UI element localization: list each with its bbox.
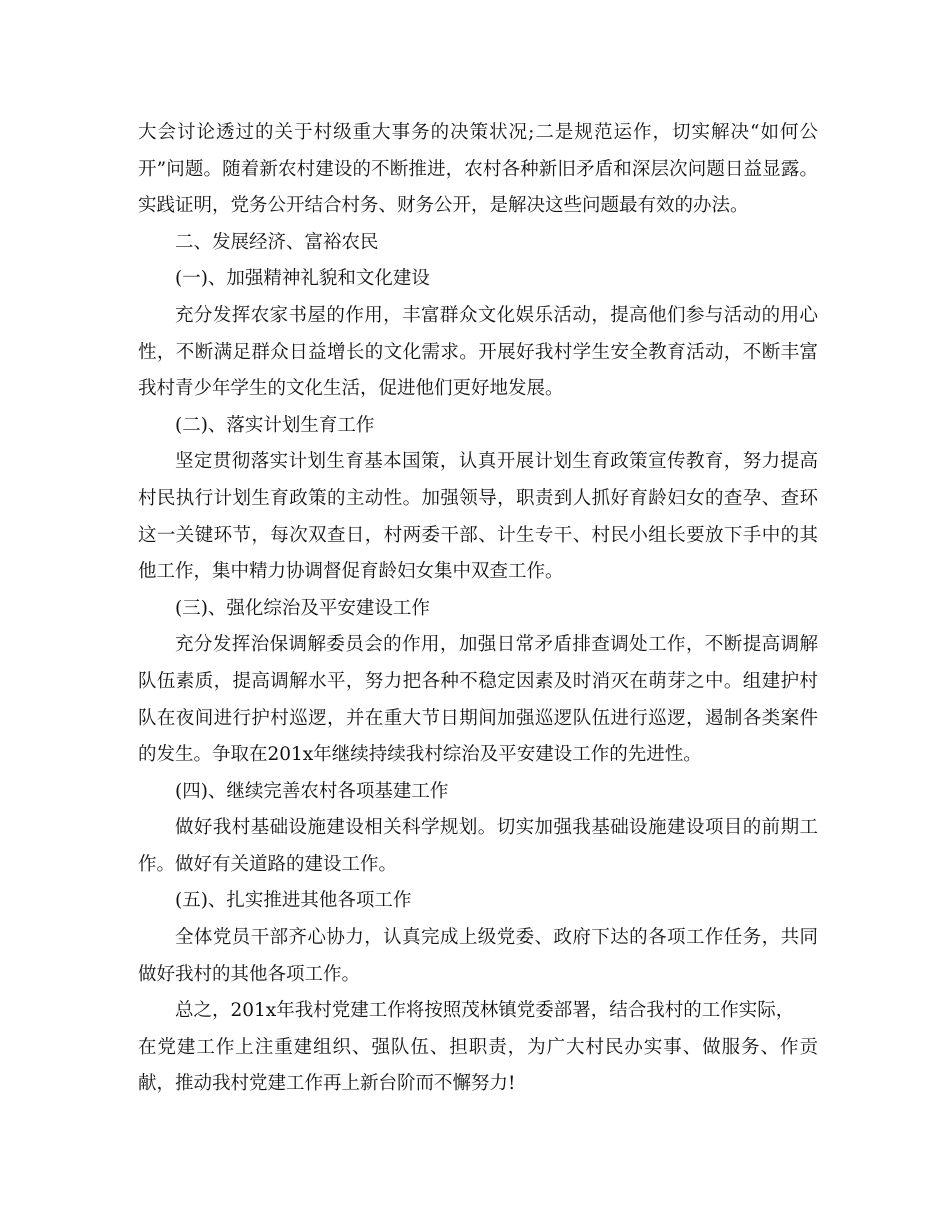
section-heading-economy: 二、发展经济、富裕农民	[175, 231, 379, 253]
paragraph-continued-intro: 大会讨论透过的关于村级重大事务的决策状况;二是规范运作，切实解决“如何公开”问题。随着新农村建设的不断推进，农村各种新旧矛盾和深层次问题日益显露。实践证明，党务公开结合村务、财务公开，是解决这些问题最有效的办法。	[138, 122, 818, 217]
subheading-security: (三)、强化综治及平安建设工作	[175, 597, 430, 619]
paragraph-summary: 总之，201x年我村党建工作将按照茂林镇党委部署，结合我村的工作实际，	[175, 1000, 795, 1022]
subheading-family-planning: (二)、落实计划生育工作	[175, 414, 375, 436]
paragraph-security: 充分发挥治保调解委员会的作用，加强日常矛盾排查调处工作，不断提高调解队伍素质，提高调解水平，努力把各种不稳定因素及时消灭在萌芽之中。组建护村队在夜间进行护村巡逻，并在重大节日期间加强巡逻队伍进行巡逻，遏制各类案件的发生。争取在201x年继续持续我村综治及平安建设工作的先进性。	[138, 634, 818, 766]
subheading-culture: (一)、加强精神礼貌和文化建设	[175, 268, 430, 290]
document-body	[138, 115, 818, 1103]
paragraph-other-work: 全体党员干部齐心协力，认真完成上级党委、政府下达的各项工作任务，共同做好我村的其他各项工作。	[138, 927, 818, 985]
paragraph-closing: 在党建工作上注重建组织、强队伍、担职责，为广大村民办实事、做服务、作贡献，推动我村党建工作再上新台阶而不懈努力!	[138, 1036, 818, 1095]
paragraph-culture: 充分发挥农家书屋的作用，丰富群众文化娱乐活动，提高他们参与活动的用心性，不断满足群众日益增长的文化需求。开展好我村学生安全教育活动，不断丰富我村青少年学生的文化生活，促进他们更好地发展。	[138, 304, 818, 400]
paragraph-infrastructure: 做好我村基础设施建设相关科学规划。切实加强我基础设施建设项目的前期工作。做好有关道路的建设工作。	[138, 817, 818, 875]
subheading-infrastructure: (四)、继续完善农村各项基建工作	[175, 780, 449, 802]
subheading-other-work: (五)、扎实推进其他各项工作	[175, 890, 412, 912]
paragraph-family-planning: 坚定贯彻落实计划生育基本国策，认真开展计划生育政策宣传教育，努力提高村民执行计划生育政策的主动性。加强领导，职责到人抓好育龄妇女的查孕、查环这一关键环节，每次双查日，村两委干部、计生专干、村民小组长要放下手中的其他工作，集中精力协调督促育龄妇女集中双查工作。	[138, 451, 818, 583]
